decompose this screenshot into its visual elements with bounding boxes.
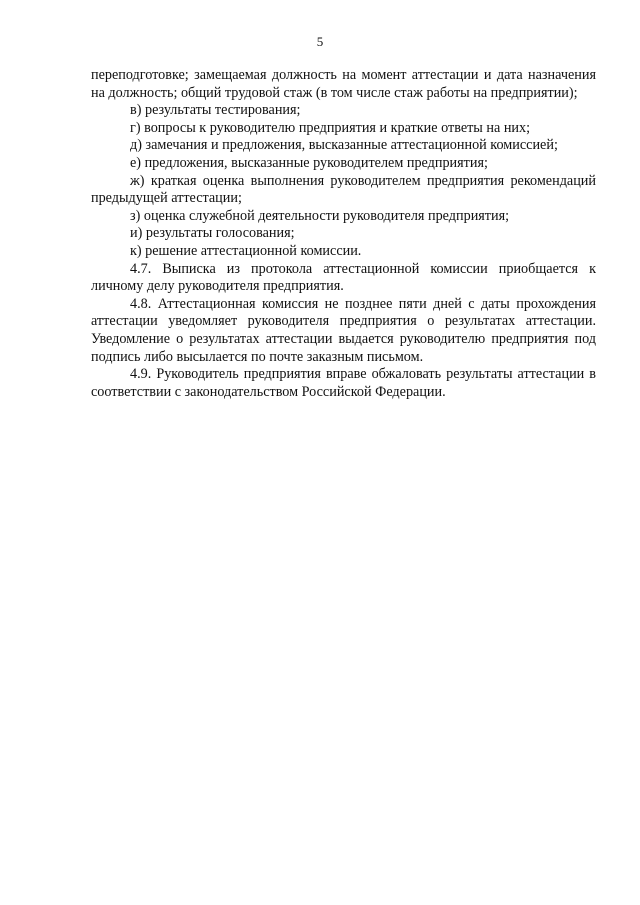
- paragraph-continuation: переподготовке; замещаемая должность на момент аттестации и дата назначения на должность; общий трудовой стаж (в том числе стаж работы на предприятии);: [91, 67, 596, 101]
- clause-4-7: 4.7. Выписка из протокола аттестационной комиссии приобщается к личному делу руководителя предприятия.: [91, 260, 596, 295]
- list-item-e: е) предложения, высказанные руководителем предприятия;: [130, 154, 488, 171]
- list-item-v: в) результаты тестирования;: [130, 102, 301, 119]
- list-item-k: к) решение аттестационной комиссии.: [130, 242, 362, 259]
- list-item-z: з) оценка служебной деятельности руководителя предприятия;: [130, 207, 510, 224]
- list-item-i: и) результаты голосования;: [130, 225, 295, 242]
- page-number: 5: [316, 34, 324, 49]
- list-item-g: г) вопросы к руководителю предприятия и краткие ответы на них;: [130, 119, 531, 136]
- document-body: [91, 67, 596, 401]
- list-item-d: д) замечания и предложения, высказанные аттестационной комиссией;: [130, 137, 558, 154]
- list-item-zh: ж) краткая оценка выполнения руководителем предприятия рекомендаций предыдущей аттестации;: [91, 172, 596, 207]
- clause-4-8: 4.8. Аттестационная комиссия не позднее пяти дней с даты прохождения аттестации уведомляет руководителя предприятия о результатах аттестации. Уведомление о результатах аттестации выдается руководителю предприятия под подпись либо высылается по почте заказным письмом.: [91, 295, 596, 365]
- clause-4-9: 4.9. Руководитель предприятия вправе обжаловать результаты аттестации в соответствии с законодательством Российской Федерации.: [91, 366, 596, 400]
